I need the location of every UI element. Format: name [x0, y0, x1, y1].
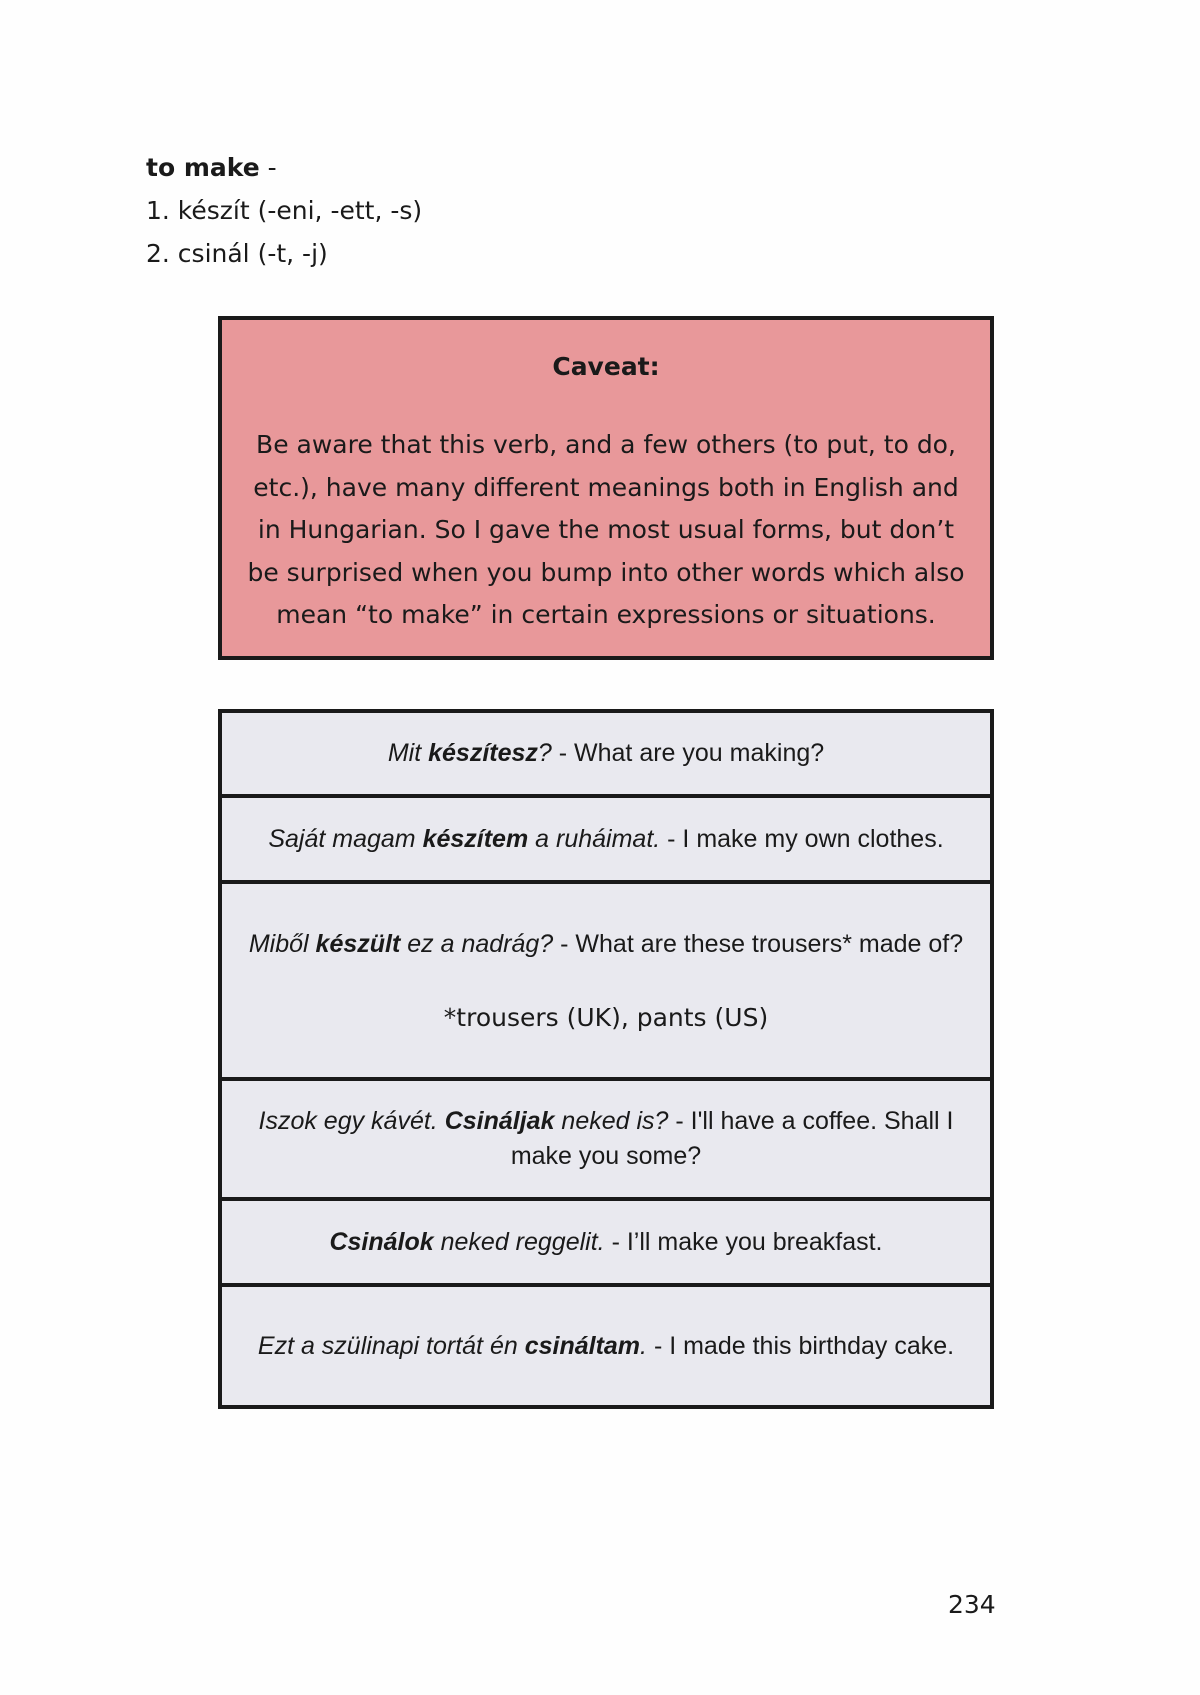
example-hungarian-post: ez a nadrág? — [400, 929, 554, 958]
example-verb: készítem — [422, 824, 529, 853]
example-sentence — [268, 822, 943, 857]
examples-table — [218, 709, 994, 1409]
example-sentence — [329, 1225, 882, 1260]
example-translation: - What are you making? — [551, 739, 825, 767]
caveat-body: Be aware that this verb, and a few others (to put, to do, etc.), have many different meanings both in English and in Hungarian. So I gave the most usual forms, but don’t be surprised when you bump into other words which also mean “to make” in certain expressions or situations. — [247, 430, 965, 629]
example-hungarian-pre: Iszok egy kávét. — [258, 1107, 445, 1135]
example-hungarian-pre: Ezt a szülinapi tortát én — [257, 1331, 525, 1360]
example-verb: Csináljak — [444, 1107, 555, 1135]
example-translation: - I’ll make you breakfast. — [604, 1227, 883, 1256]
vocabulary-heading — [146, 146, 422, 275]
example-verb: készült — [315, 929, 401, 958]
example-note: *trousers (UK), pants (US) — [443, 1002, 769, 1032]
caveat-title: Caveat: — [552, 352, 660, 381]
example-row — [222, 1283, 990, 1405]
example-verb: készítesz — [428, 739, 538, 767]
form-1: 1. készít (-eni, -ett, -s) — [146, 196, 423, 225]
form-2: 2. csinál (-t, -j) — [146, 239, 328, 268]
example-hungarian-pre: Saját magam — [268, 824, 423, 853]
page-number: 234 — [948, 1590, 996, 1619]
example-translation: - I make my own clothes. — [660, 824, 944, 853]
example-hungarian-post: . — [640, 1331, 647, 1360]
example-row — [222, 794, 990, 880]
example-sentence — [258, 1329, 954, 1364]
example-sentence — [388, 736, 824, 771]
example-verb: Csinálok — [329, 1227, 434, 1256]
example-row — [222, 1197, 990, 1283]
example-translation: - I made this birthday cake. — [647, 1331, 955, 1360]
example-hungarian-post: neked reggelit. — [433, 1227, 605, 1256]
caveat-box — [218, 316, 994, 660]
heading-dash: - — [259, 153, 277, 182]
example-row — [222, 713, 990, 794]
example-sentence — [249, 927, 963, 962]
example-verb: csináltam — [524, 1331, 641, 1360]
heading-line — [146, 146, 422, 189]
example-translation: - What are these trousers* made of? — [553, 929, 964, 958]
example-sentence — [246, 1104, 966, 1174]
example-row — [222, 880, 990, 1077]
example-translation: - I'll have a coffee. Shall I make you some? — [510, 1107, 954, 1170]
example-hungarian-pre: Mit — [387, 739, 429, 767]
example-hungarian-post: ? — [537, 739, 552, 767]
example-hungarian-pre: Miből — [248, 929, 316, 958]
example-hungarian-post: neked is? — [554, 1107, 669, 1135]
heading-title: to make — [146, 153, 260, 182]
example-hungarian-post: a ruháimat. — [528, 824, 661, 853]
example-row — [222, 1077, 990, 1197]
